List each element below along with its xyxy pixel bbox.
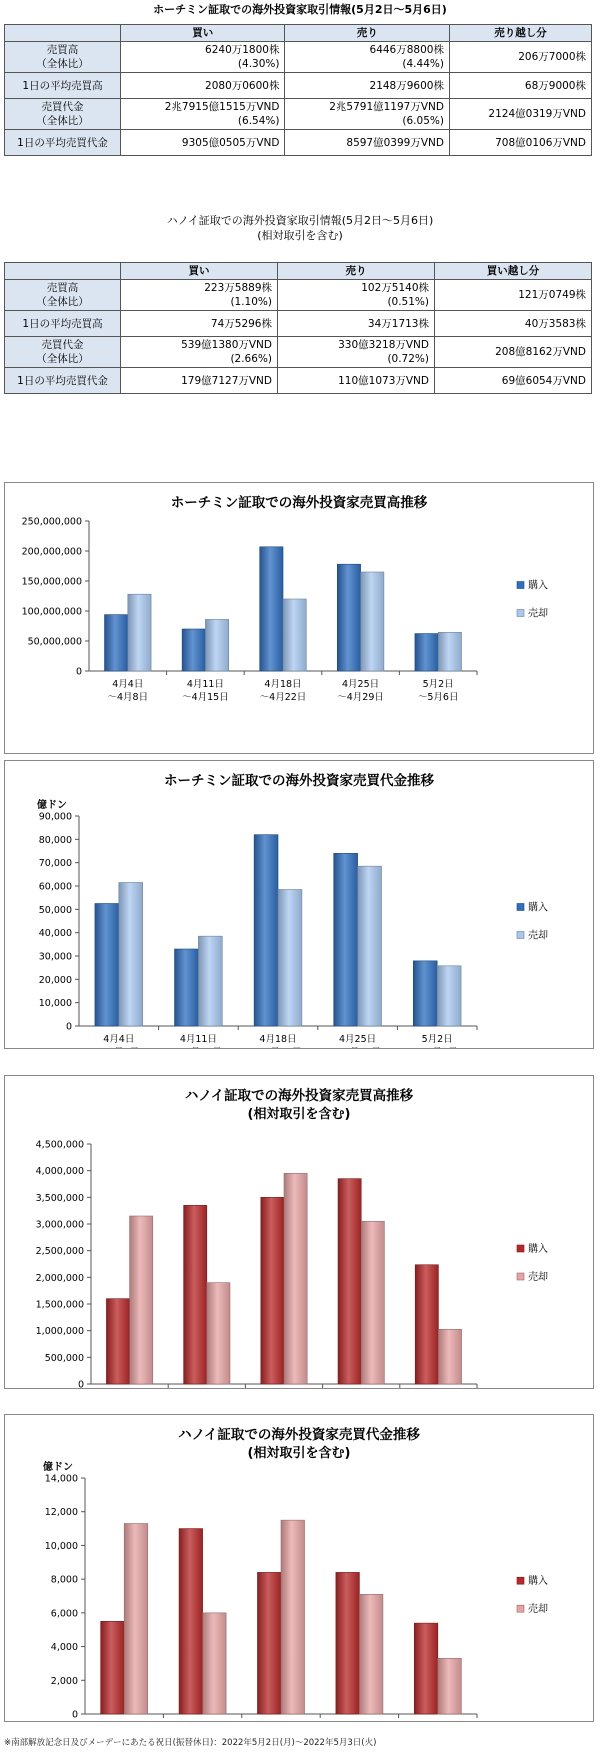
table-header-row: [5, 25, 592, 42]
table-header-row: [5, 263, 592, 280]
row-label: 1日の平均売買代金: [5, 130, 121, 156]
cell-buy: 74万5296株: [121, 311, 278, 337]
y-tick-label: 4,000,000: [35, 1166, 84, 1178]
y-unit-label: 億ドン: [43, 1462, 73, 1473]
x-tick-label: 4月4日: [112, 679, 144, 690]
header-sell: 売り: [278, 263, 435, 280]
cell-buy: [121, 99, 285, 130]
bar-sell: [124, 1524, 148, 1714]
y-tick-label: 0: [65, 1021, 72, 1033]
y-tick-label: 50,000,000: [27, 636, 82, 648]
bar-buy: [184, 1205, 207, 1384]
legend-label: 売却: [528, 1272, 548, 1283]
y-tick-label: 40,000: [38, 928, 72, 940]
y-tick-label: 0: [71, 1709, 78, 1721]
legend-label: 売却: [528, 930, 548, 942]
y-tick-label: 2,000,000: [35, 1272, 84, 1284]
x-tick-label: 4月18日: [259, 1034, 297, 1045]
x-tick-label: ～4月22日: [259, 692, 307, 703]
y-tick-label: 2,000: [50, 1675, 78, 1687]
cell-net: 40万3583株: [435, 311, 592, 337]
y-tick-label: 0: [77, 1379, 84, 1388]
y-tick-label: 14,000: [44, 1473, 78, 1485]
y-tick-label: 200,000,000: [21, 546, 82, 558]
bar-sell: [437, 966, 461, 1026]
row-label: 1日の平均売買代金: [5, 368, 121, 394]
row-label: [5, 42, 121, 73]
x-tick-label: [334, 1047, 381, 1048]
bar-sell: [207, 1283, 230, 1384]
row-label-main: 売買高: [46, 44, 79, 56]
bar-sell: [284, 1173, 307, 1384]
table-row: [5, 42, 592, 73]
x-tick-label: 5月2日: [422, 679, 454, 690]
table-row: [5, 73, 592, 99]
chart-subtitle: (相対取引を含む): [247, 1107, 351, 1122]
bar-sell: [278, 890, 302, 1027]
cell-net: 708億0106万VND: [449, 130, 591, 156]
hn-trading-table: [4, 262, 592, 394]
legend-label: 売却: [528, 608, 548, 620]
bar-buy: [413, 961, 437, 1026]
sell-pct: (6.05%): [402, 115, 444, 127]
hcm-table-title: ホーチミン証取での海外投資家取引情報(5月2日～5月6日): [153, 3, 447, 16]
sell-pct: (0.72%): [387, 353, 429, 365]
legend-swatch: [517, 904, 524, 911]
x-tick-label: 4月25日: [339, 1034, 377, 1045]
cell-net: 68万9000株: [449, 73, 591, 99]
sell-value: 330億3218万VND: [338, 339, 429, 351]
cell-sell: 34万1713株: [278, 311, 435, 337]
y-tick-label: 3,000,000: [35, 1219, 84, 1231]
legend-label: 購入: [528, 1244, 548, 1255]
buy-value: 539億1380万VND: [181, 339, 272, 351]
chart-hcm-volume: [4, 482, 594, 754]
legend-swatch: [517, 1605, 524, 1612]
cell-buy: 2080万0600株: [121, 73, 285, 99]
bar-sell: [438, 1658, 462, 1714]
y-tick-label: 90,000: [38, 811, 72, 823]
cell-sell: 8597億0399万VND: [285, 130, 449, 156]
table-row: [5, 99, 592, 130]
header-blank: [5, 263, 121, 280]
x-tick-label: [417, 1047, 458, 1048]
x-tick-label: 4月18日: [264, 679, 302, 690]
chart-svg: [5, 1076, 593, 1388]
chart-title: ホーチミン証取での海外投資家売買高推移: [170, 495, 428, 511]
x-tick-label: 4月11日: [186, 679, 224, 690]
y-tick-label: 3,500,000: [35, 1192, 84, 1204]
legend-swatch: [517, 932, 524, 939]
chart-title: ハノイ証取での海外投資家売買高推移: [184, 1088, 414, 1104]
legend-swatch: [517, 1245, 524, 1252]
sell-pct: (0.51%): [387, 296, 429, 308]
legend-label: 売却: [528, 1604, 548, 1616]
bar-buy: [179, 1529, 203, 1714]
chart-hn-volume: [4, 1075, 594, 1389]
y-tick-label: 0: [75, 666, 82, 678]
bar-sell: [198, 936, 222, 1026]
sell-value: 2兆5791億1197万VND: [329, 101, 444, 113]
cell-sell: 110億1073万VND: [278, 368, 435, 394]
x-tick-label: ～4月29日: [337, 692, 384, 703]
cell-buy: 9305億0505万VND: [121, 130, 285, 156]
bar-sell: [438, 1329, 461, 1384]
table-row: [5, 130, 592, 156]
y-tick-label: 1,000,000: [35, 1326, 84, 1338]
bar-buy: [175, 949, 199, 1026]
chart-svg: [5, 761, 593, 1048]
x-tick-label: [255, 1047, 302, 1048]
buy-pct: (1.10%): [230, 296, 272, 308]
y-tick-label: 2,500,000: [35, 1246, 84, 1258]
chart-hn-value: [4, 1414, 594, 1722]
x-tick-label: ～4月15日: [182, 692, 229, 703]
bar-sell: [119, 883, 143, 1027]
bar-buy: [338, 1179, 361, 1384]
row-label-sub: （全体比）: [36, 296, 89, 308]
bar-sell: [359, 1594, 383, 1714]
chart-title: ホーチミン証取での海外投資家売買代金推移: [164, 773, 434, 789]
sell-pct: (4.44%): [402, 58, 444, 70]
y-tick-label: 10,000: [44, 1540, 78, 1552]
cell-net: 2124億0319万VND: [449, 99, 591, 130]
y-tick-label: 1,500,000: [35, 1299, 84, 1311]
x-tick-label: 4月25日: [342, 679, 380, 690]
y-tick-label: 12,000: [44, 1507, 78, 1519]
footnote: ※南部解放記念日及びメーデーにあたる祝日(振替休日)：2022年5月2日(月)～2022年5月3日(火): [4, 1738, 377, 1748]
x-tick-label: [99, 1047, 140, 1048]
y-tick-label: 70,000: [38, 858, 72, 870]
row-label: 1日の平均売買高: [5, 73, 121, 99]
y-tick-label: 4,000: [50, 1642, 78, 1654]
table-row: [5, 311, 592, 337]
cell-buy: 179億7127万VND: [121, 368, 278, 394]
cell-sell: [285, 42, 449, 73]
bar-buy: [101, 1621, 125, 1714]
row-label-sub: （全体比）: [36, 58, 89, 70]
y-tick-label: 60,000: [38, 881, 72, 893]
bar-sell: [358, 866, 382, 1026]
chart-hcm-value: [4, 760, 594, 1049]
bar-buy: [257, 1572, 281, 1714]
bar-buy: [260, 547, 283, 671]
hn-table-title: ハノイ証取での海外投資家取引情報(5月2日～5月6日): [166, 214, 434, 227]
row-label: [5, 280, 121, 311]
bar-sell: [361, 1221, 384, 1384]
row-label-main: 売買代金: [41, 339, 84, 351]
header-buy: 買い: [121, 25, 285, 42]
bar-buy: [337, 564, 360, 671]
sell-value: 102万5140株: [361, 282, 429, 294]
cell-net: 69億6054万VND: [435, 368, 592, 394]
bar-sell: [361, 572, 384, 671]
buy-pct: (6.54%): [237, 115, 280, 127]
chart-title: ハノイ証取での海外投資家売買代金推移: [178, 1427, 420, 1443]
y-tick-label: 8,000: [50, 1574, 78, 1586]
header-buy: 買い: [121, 263, 278, 280]
cell-net: 121万0749株: [435, 280, 592, 311]
y-tick-label: 4,500,000: [35, 1139, 84, 1151]
bar-buy: [415, 634, 438, 671]
cell-net: 206万7000株: [449, 42, 591, 73]
y-tick-label: 150,000,000: [21, 576, 82, 588]
y-tick-label: 30,000: [38, 951, 72, 963]
cell-sell: [285, 99, 449, 130]
chart-svg: [5, 1415, 593, 1721]
chart-subtitle: (相対取引を含む): [247, 1446, 351, 1461]
header-blank: [5, 25, 121, 42]
row-label: [5, 337, 121, 368]
y-tick-label: 20,000: [38, 974, 72, 986]
y-tick-label: 100,000,000: [21, 606, 82, 618]
cell-buy: [121, 42, 285, 73]
bar-sell: [438, 632, 461, 671]
buy-pct: (2.66%): [230, 353, 272, 365]
y-tick-label: 10,000: [38, 998, 72, 1010]
bar-buy: [182, 629, 205, 671]
row-label: 1日の平均売買高: [5, 311, 121, 337]
buy-value: 2兆7915億1515万VND: [164, 101, 280, 113]
x-tick-label: ～4月8日: [107, 692, 149, 703]
bar-sell: [281, 1520, 305, 1714]
legend-label: 購入: [528, 1576, 548, 1588]
legend-swatch: [517, 582, 524, 589]
x-tick-label: 4月4日: [103, 1034, 135, 1045]
table-row: [5, 280, 592, 311]
bar-sell: [128, 594, 151, 671]
bar-buy: [336, 1572, 360, 1714]
legend-label: 購入: [528, 580, 548, 592]
row-label-main: 売買代金: [41, 101, 84, 113]
legend-swatch: [517, 1273, 524, 1280]
bar-sell: [130, 1216, 153, 1384]
row-label: [5, 99, 121, 130]
row-label-sub: （全体比）: [36, 353, 89, 365]
cell-sell: [278, 337, 435, 368]
bar-buy: [334, 853, 358, 1026]
header-sell: 売り: [285, 25, 449, 42]
row-label-sub: （全体比）: [36, 115, 89, 127]
bar-buy: [105, 615, 128, 671]
buy-value: 223万5889株: [204, 282, 272, 294]
buy-pct: (4.30%): [237, 58, 280, 70]
y-tick-label: 250,000,000: [21, 516, 82, 528]
y-tick-label: 50,000: [38, 904, 72, 916]
x-tick-label: 4月11日: [179, 1034, 217, 1045]
bar-buy: [414, 1623, 438, 1714]
bar-buy: [106, 1299, 129, 1384]
buy-value: 6240万1800株: [205, 44, 280, 56]
legend-swatch: [517, 1577, 524, 1584]
bar-buy: [415, 1265, 438, 1384]
header-net: 売り越し分: [449, 25, 591, 42]
y-tick-label: 6,000: [50, 1608, 78, 1620]
y-unit-label: 億ドン: [37, 800, 67, 811]
bar-buy: [95, 904, 119, 1027]
x-tick-label: 5月2日: [421, 1034, 453, 1045]
table-row: [5, 368, 592, 394]
table-row: [5, 337, 592, 368]
x-tick-label: [175, 1047, 222, 1048]
cell-sell: [278, 280, 435, 311]
bar-sell: [283, 599, 306, 671]
chart-svg: [5, 483, 593, 753]
hcm-trading-table: [4, 24, 592, 156]
cell-buy: [121, 280, 278, 311]
bar-buy: [261, 1197, 284, 1384]
hn-table-subtitle: (相対取引を含む): [257, 229, 343, 242]
header-net: 買い越し分: [435, 263, 592, 280]
y-tick-label: 500,000: [44, 1352, 84, 1364]
legend-swatch: [517, 610, 524, 617]
cell-buy: [121, 337, 278, 368]
x-tick-label: ～5月6日: [417, 692, 459, 703]
row-label-main: 売買高: [46, 282, 79, 294]
cell-sell: 2148万9600株: [285, 73, 449, 99]
cell-net: 208億8162万VND: [435, 337, 592, 368]
legend-label: 購入: [528, 902, 548, 914]
bar-buy: [254, 835, 278, 1026]
sell-value: 6446万8800株: [369, 44, 444, 56]
bar-sell: [203, 1613, 227, 1714]
y-tick-label: 80,000: [38, 834, 72, 846]
bar-sell: [205, 619, 228, 671]
